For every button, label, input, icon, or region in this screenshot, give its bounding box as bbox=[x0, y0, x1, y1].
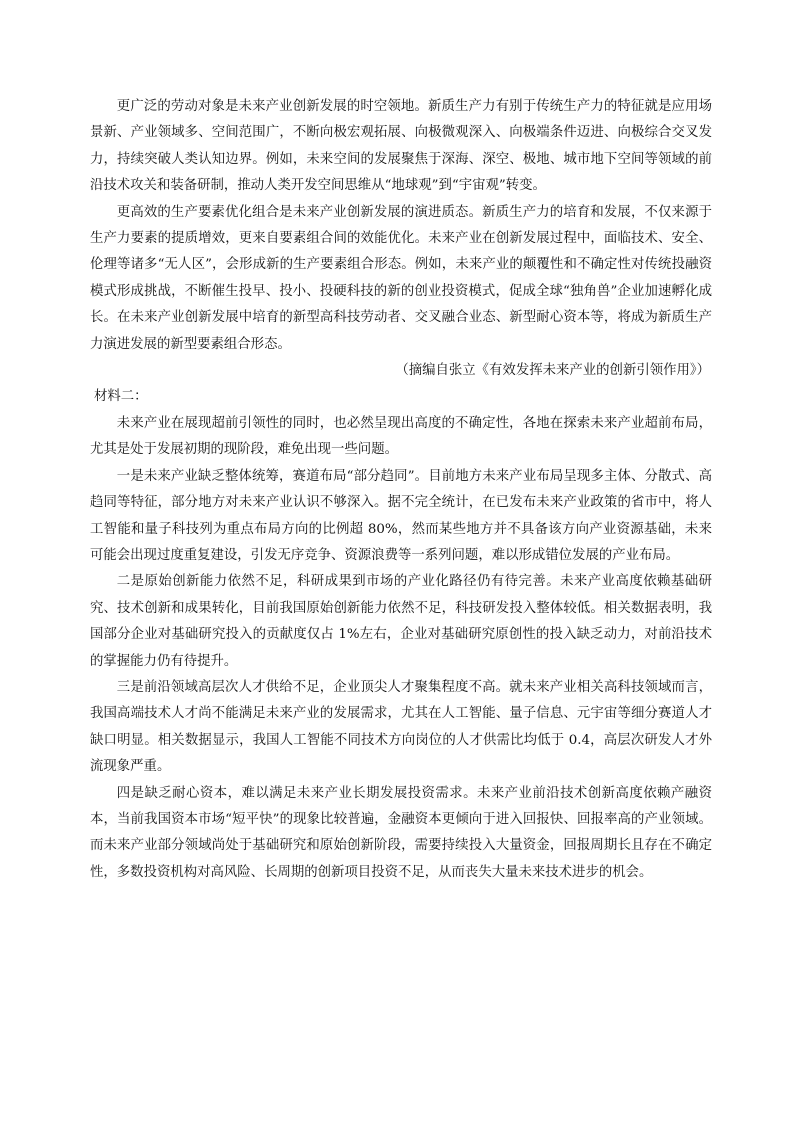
paragraph-factor-combination: 更高效的生产要素优化组合是未来产业创新发展的演进质态。新质生产力的培育和发展，不仅来源于生产力要素的提质增效，更来自要素组合间的效能优化。未来产业在创新发展过程中，面临技术、安全、伦理等诸多“无人区”，会形成新的生产要素组合形态。例如，未来产业的颠覆性和不确定性对传统投融资模式形成挑战，不断催生投早、投小、投硬科技的新的创业投资模式，促成全球“独角兽”企业加速孵化成长。在未来产业创新发展中培育的新型高科技劳动者、交叉融合业态、新型耐心资本等，将成为新质生产力演进发展的新型要素组合形态。 bbox=[90, 204, 712, 352]
paragraph-labor-objects: 更广泛的劳动对象是未来产业创新发展的时空领地。新质生产力有别于传统生产力的特征就是应用场景新、产业领域多、空间范围广，不断向极宏观拓展、向极微观深入、向极端条件迈进、向极综合交叉发力，持续突破人类认知边界。例如，未来空间的发展聚焦于深海、深空、极地、城市地下空间等领域的前沿技术攻关和装备研制，推动人类开发空间思维从“地球观”到“宇宙观”转变。 bbox=[90, 99, 712, 194]
paragraph-issue-four: 四是缺乏耐心资本，难以满足未来产业长期发展投资需求。未来产业前沿技术创新高度依赖产融资本，当前我国资本市场“短平快”的现象比较普遍，金融资本更倾向于进入回报快、回报率高的产业领域。而未来产业部分领域尚处于基础研究和原始创新阶段，需要持续投入大量资金，回报周期长且存在不确定性，多数投资机构对高风险、长周期的创新项目投资不足，从而丧失大量未来技术进步的机会。 bbox=[90, 785, 712, 880]
source-citation: （摘编自张立《有效发挥未来产业的创新引领作用》） bbox=[395, 363, 710, 379]
paragraph-issue-two: 二是原始创新能力依然不足，科研成果到市场的产业化路径仍有待完善。未来产业高度依赖基础研究、技术创新和成果转化，目前我国原始创新能力依然不足，科技研发投入整体较低。相关数据表明，我国部分企业对基础研究投入的贡献度仅占 1%左右，企业对基础研究原创性的投入缺乏动力，对前沿技术的掌握能力仍有待提升。 bbox=[90, 574, 712, 669]
paragraph-intro: 未来产业在展现超前引领性的同时，也必然呈现出高度的不确定性，各地在探索未来产业超前布局，尤其是处于发展初期的现阶段，难免出现一些问题。 bbox=[90, 415, 712, 458]
paragraph-issue-three: 三是前沿领域高层次人才供给不足，企业顶尖人才聚集程度不高。就未来产业相关高科技领域而言，我国高端技术人才尚不能满足未来产业的发展需求，尤其在人工智能、量子信息、元宇宙等细分赛道人才缺口明显。相关数据显示，我国人工智能不同技术方向岗位的人才供需比均低于 0.4，高层次研发人才外流现象严重。 bbox=[90, 679, 712, 775]
material-two-label: 材料二： bbox=[94, 389, 148, 405]
article-body bbox=[90, 94, 712, 886]
paragraph-issue-one: 一是未来产业缺乏整体统筹，赛道布局“部分趋同”。目前地方未来产业布局呈现多主体、分散式、高趋同等特征，部分地方对未来产业认识不够深入。据不完全统计，在已发布未来产业政策的省市中，将人工智能和量子科技列为重点布局方向的比例超 80%，然而某些地方并不具备该方向产业资源基础，未来可能会出现过度重复建设，引发无序竞争、资源浪费等一系列问题，难以形成错位发展的产业布局。 bbox=[90, 468, 712, 563]
